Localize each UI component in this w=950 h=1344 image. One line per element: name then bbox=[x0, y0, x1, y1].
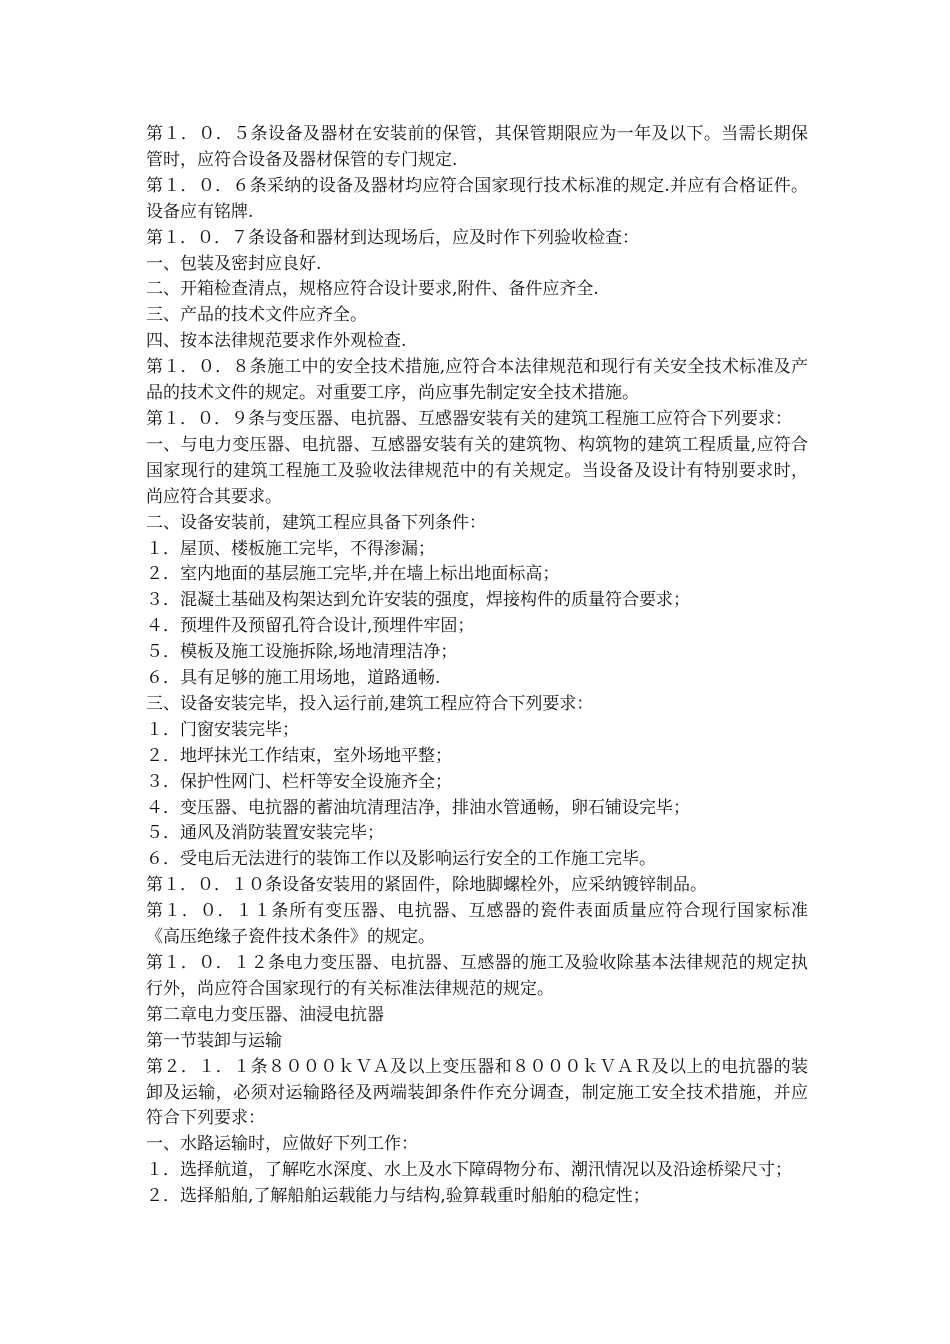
paragraph: 第１．０．６条采纳的设备及器材均应符合国家现行技术标准的规定.并应有合格证件。设备应有铭牌. bbox=[146, 175, 808, 222]
chapter-heading: 第二章电力变压器、油浸电抗器 bbox=[146, 1004, 384, 1025]
sub-list-item: ６．受电后无法进行的装饰工作以及影响运行安全的工作施工完毕。 bbox=[146, 849, 656, 870]
sub-list-item: ５．模板及施工设施拆除,场地清理洁净； bbox=[146, 642, 458, 663]
sub-list-item: ３．保护性网门、栏杆等安全设施齐全； bbox=[146, 771, 452, 792]
list-item: 四、按本法律规范要求作外观检查. bbox=[146, 331, 407, 352]
paragraph: 第１．０．１１条所有变压器、电抗器、互感器的瓷件表面质量应符合现行国家标准《高压绝缘子瓷件技术条件》的规定。 bbox=[146, 901, 808, 948]
sub-list-item: ３．混凝土基础及构架达到允许安装的强度，焊接构件的质量符合要求； bbox=[146, 590, 690, 611]
paragraph: 第１．０．９条与变压器、电抗器、互感器安装有关的建筑工程施工应符合下列要求： bbox=[146, 408, 792, 429]
list-item: 一、包装及密封应良好. bbox=[146, 253, 322, 274]
sub-list-item: ２．室内地面的基层施工完毕,并在墙上标出地面标高； bbox=[146, 564, 560, 585]
list-item: 二、开箱检查清点，规格应符合设计要求,附件、备件应齐全. bbox=[146, 279, 599, 300]
paragraph: 第１．０．１０条设备安装用的紧固件，除地脚螺栓外，应采纳镀锌制品。 bbox=[146, 875, 707, 896]
sub-list-item: ４．预埋件及预留孔符合设计,预埋件牢固； bbox=[146, 616, 475, 637]
list-item: 一、水路运输时，应做好下列工作： bbox=[146, 1134, 418, 1155]
paragraph: 第１．０．１２条电力变压器、电抗器、互感器的施工及验收除基本法律规范的规定执行外，尚应符合国家现行的有关标准法律规范的规定。 bbox=[146, 953, 808, 999]
section-heading: 第一节装卸与运输 bbox=[146, 1030, 282, 1051]
sub-list-item: ２．地坪抹光工作结束，室外场地平整； bbox=[146, 745, 452, 766]
list-item: 三、产品的技术文件应齐全。 bbox=[146, 305, 367, 326]
sub-list-item: ５．通风及消防装置安装完毕； bbox=[146, 823, 384, 844]
list-item: 三、设备安装完毕，投入运行前,建筑工程应符合下列要求： bbox=[146, 693, 594, 714]
sub-list-item: １．屋顶、楼板施工完毕，不得渗漏； bbox=[146, 538, 435, 559]
paragraph: 第１．０．８条施工中的安全技术措施,应符合本法律规范和现行有关安全技术标准及产品的技术文件的规定。对重要工序，尚应事先制定安全技术措施。 bbox=[146, 357, 808, 404]
sub-list-item: ４．变压器、电抗器的蓄油坑清理洁净，排油水管通畅，卵石铺设完毕； bbox=[146, 797, 690, 818]
sub-list-item: １．门窗安装完毕； bbox=[146, 719, 299, 740]
list-item: 二、设备安装前，建筑工程应具备下列条件： bbox=[146, 512, 486, 533]
sub-list-item: ２．选择船舶,了解船舶运载能力与结构,验算载重时船舶的稳定性； bbox=[146, 1186, 650, 1207]
paragraph: 第１．０．５条设备及器材在安装前的保管，其保管期限应为一年及以下。当需长期保管时，应符合设备及器材保管的专门规定. bbox=[146, 124, 808, 170]
paragraph: 第２．１．１条８０００ｋＶＡ及以上变压器和８０００ｋＶＡＲ及以上的电抗器的装卸及运输，必须对运输路径及两端装卸条件作充分调查，制定施工安全技术措施，并应符合下列要求： bbox=[146, 1056, 808, 1129]
list-item: 一、与电力变压器、电抗器、互感器安装有关的建筑物、构筑物的建筑工程质量,应符合国家现行的建筑工程施工及验收法律规范中的有关规定。当设备及设计有特别要求时，尚应符合其要求。 bbox=[146, 434, 808, 507]
document-page bbox=[146, 122, 808, 1210]
sub-list-item: １．选择航道，了解吃水深度、水上及水下障碍物分布、潮汛情况以及沿途桥梁尺寸； bbox=[146, 1160, 792, 1181]
paragraph: 第１．０．７条设备和器材到达现场后，应及时作下列验收检查： bbox=[146, 227, 639, 248]
sub-list-item: ６．具有足够的施工用场地，道路通畅. bbox=[146, 668, 441, 689]
